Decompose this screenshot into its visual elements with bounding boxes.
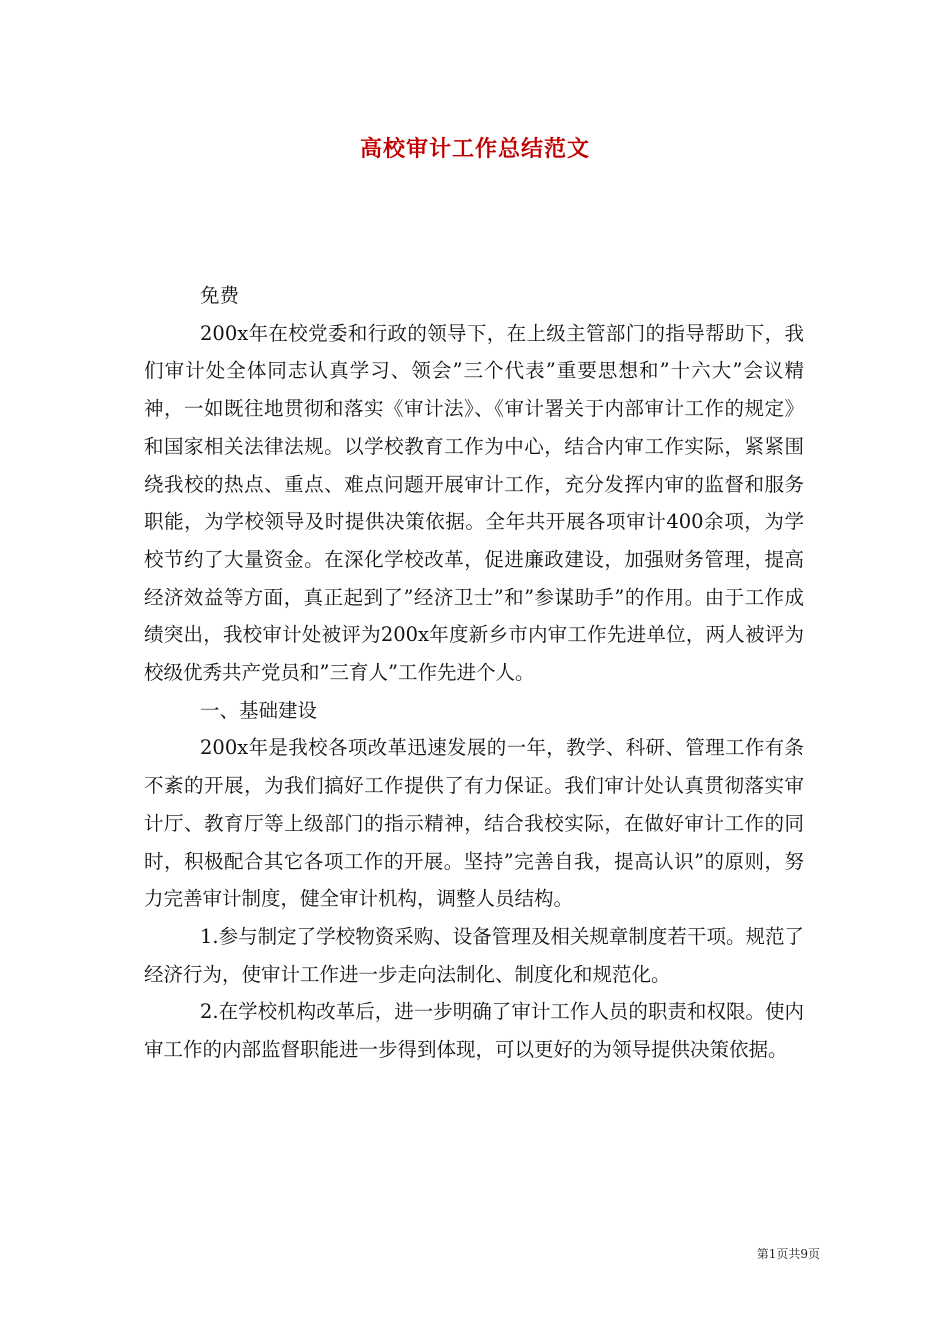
paragraph-item-1: 1.参与制定了学校物资采购、设备管理及相关规章制度若干项。规范了经济行为，使审计工作进一步走向法制化、制度化和规范化。 bbox=[144, 924, 804, 986]
document-body bbox=[144, 277, 804, 1069]
page-number: 第1页共9页 bbox=[756, 1247, 820, 1261]
section-heading-basic-construction: 一、基础建设 bbox=[200, 698, 318, 722]
paragraph-free-label: 免费 bbox=[200, 284, 240, 307]
document-title: 高校审计工作总结范文 bbox=[359, 136, 590, 162]
paragraph-section-1: 200x年是我校各项改革迅速发展的一年，教学、科研、管理工作有条不紊的开展，为我们搞好工作提供了有力保证。我们审计处认真贯彻落实审计厅、教育厅等上级部门的指示精神，结合我校实际，在做好审计工作的同时，积极配合其它各项工作的开展。坚持”完善自我，提高认识”的原则，努力完善审计制度，健全审计机构，调整人员结构。 bbox=[144, 736, 804, 911]
paragraph-item-2: 2.在学校机构改革后，进一步明确了审计工作人员的职责和权限。使内审工作的内部监督职能进一步得到体现，可以更好的为领导提供决策依据。 bbox=[144, 1000, 804, 1062]
paragraph-intro: 200x年在校党委和行政的领导下，在上级主管部门的指导帮助下，我们审计处全体同志认真学习、领会”三个代表”重要思想和”十六大”会议精神，一如既往地贯彻和落实《审计法》、《审计署关于内部审计工作的规定》和国家相关法律法规。以学校教育工作为中心，结合内审工作实际，紧紧围绕我校的热点、重点、难点问题开展审计工作，充分发挥内审的监督和服务职能，为学校领导及时提供决策依据。全年共开展各项审计400余项，为学校节约了大量资金。在深化学校改革，促进廉政建设，加强财务管理，提高经济效益等方面，真正起到了”经济卫士”和”参谋助手”的作用。由于工作成绩突出，我校审计处被评为200x年度新乡市内审工作先进单位，两人被评为校级优秀共产党员和”三育人”工作先进个人。 bbox=[144, 321, 804, 685]
